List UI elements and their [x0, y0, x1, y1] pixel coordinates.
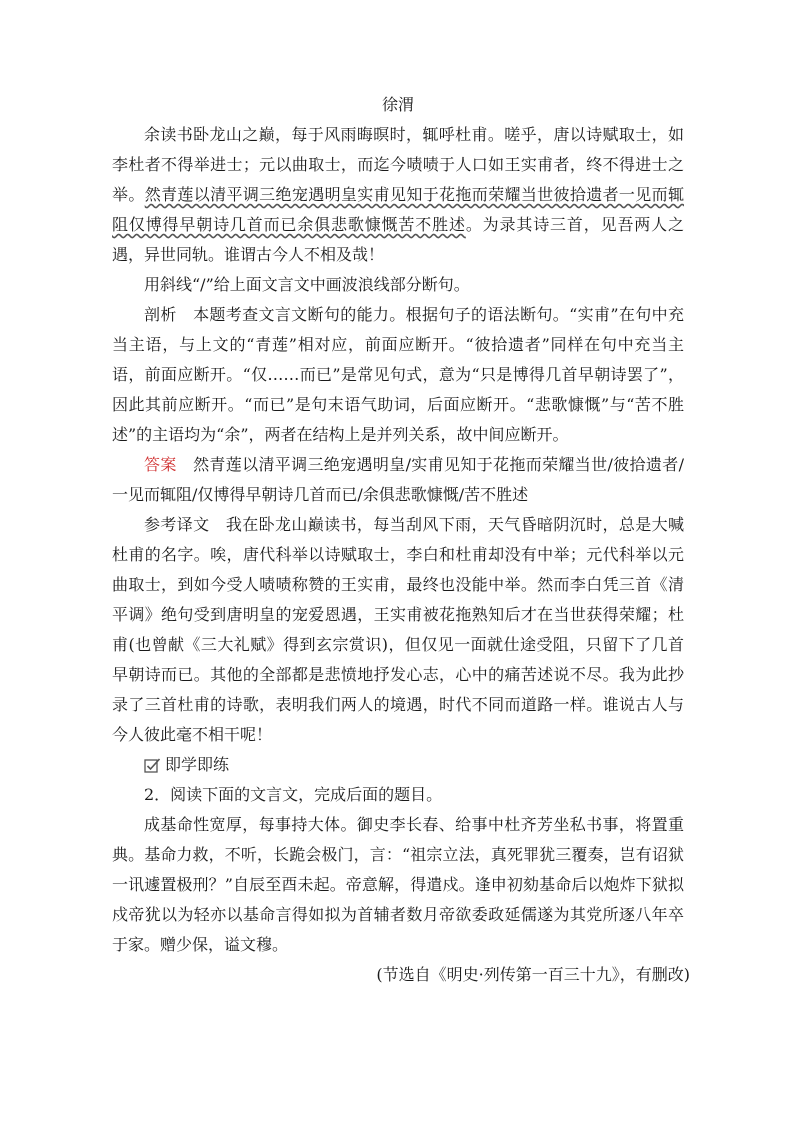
answer-text: 然青莲以清平调三绝宠遇明皇/实甫见知于花拖而荣耀当世/彼拾遗者/一见而辄阻/仅博得早朝诗几首而已/余俱悲歌慷慨/苦不胜述 [112, 455, 684, 504]
passage-two [112, 810, 684, 960]
question-two: 2．阅读下面的文言文，完成后面的题目。 [144, 785, 443, 804]
passage-one-text-end: 。为录其诗三首，见吾两人之遇，异世同轨。谁谓古今人不相及哉！ [112, 215, 684, 264]
answer-label: 答案 [144, 455, 177, 474]
translation-label: 参考译文 [144, 515, 210, 534]
practice-label: 即学即练 [165, 755, 230, 774]
analysis-paragraph [112, 300, 684, 450]
document-page [112, 90, 690, 990]
passage-one-wavy-segment: 然青莲以清平调三绝宠遇明皇实甫见知于花拖而荣耀当世彼拾遗者一见而辄阻仅博得早朝诗几首而已余俱悲歌慷慨苦不胜述 [112, 185, 684, 234]
source-citation: (节选自《明史·列传第一百三十九》，有删改) [376, 965, 690, 984]
passage-two-text-end: 。赠少保，谥文穆。 [144, 935, 289, 954]
passage-two-text-start: 成基命性宽厚，每事持大体。御史李长春、给事中杜齐芳坐私书事，将置重典。基命力救，不听，长跪会极门，言：“祖宗立法，真死罪犹三覆奏，岂有诏狱一讯遽置极刑？”自辰至酉未起。帝意解，得遣戍。 [112, 815, 684, 894]
document-title: 徐渭 [381, 95, 414, 114]
translation-paragraph [112, 510, 684, 750]
question-instruction: 用斜线“/”给上面文言文中画波浪线部分断句。 [144, 275, 470, 294]
passage-one [112, 120, 684, 270]
checkbox-check-icon [144, 757, 161, 774]
passage-two-wavy-segment: 逢申初劾基命后以炮炸下狱拟戍帝犹以为轻亦以基命言得如拟为首辅者数月帝欲委政延儒遂为其党所逐八年卒于家 [112, 875, 684, 954]
passage-one-text-start: 余读书卧龙山之巅，每于风雨晦暝时，辄呼杜甫。嗟乎，唐以诗赋取士，如李杜者不得举进士；元以曲取士，而迄今啧啧于人口如王实甫者，终不得进士之举。 [112, 125, 684, 204]
answer-paragraph [112, 450, 684, 510]
translation-text: 我在卧龙山巅读书，每当刮风下雨，天气昏暗阴沉时，总是大喊杜甫的名字。唉，唐代科举以诗赋取士，李白和杜甫却没有中举；元代科举以元曲取士，到如今受人啧啧称赞的王实甫，最终也没能中举。然而李白凭三首《清平调》绝句受到唐明皇的宠爱恩遇，王实甫被花拖熟知后才在当世获得荣耀；杜甫(也曾献《三大礼赋》得到玄宗赏识)，但仅见一面就仕途受阻，只留下了几首早朝诗而已。其他的全部都是悲愤地抒发心志，心中的痛苦述说不尽。我为此抄录了三首杜甫的诗歌，表明我们两人的境遇，时代不同而道路一样。谁说古人与今人彼此毫不相干呢！ [112, 515, 684, 744]
practice-heading [144, 750, 684, 780]
analysis-label: 剖析 [144, 305, 177, 324]
analysis-text: 本题考查文言文断句的能力。根据句子的语法断句。“实甫”在句中充当主语，与上文的“青莲”相对应，前面应断开。“彼拾遗者”同样在句中充当主语，前面应断开。“仅……而已”是常见句式，意为“只是博得几首早朝诗罢了”，因此其前应断开。“而已”是句末语气助词，后面应断开。“悲歌慷慨”与“苦不胜述”的主语均为“余”，两者在结构上是并列关系，故中间应断开。 [112, 305, 684, 444]
